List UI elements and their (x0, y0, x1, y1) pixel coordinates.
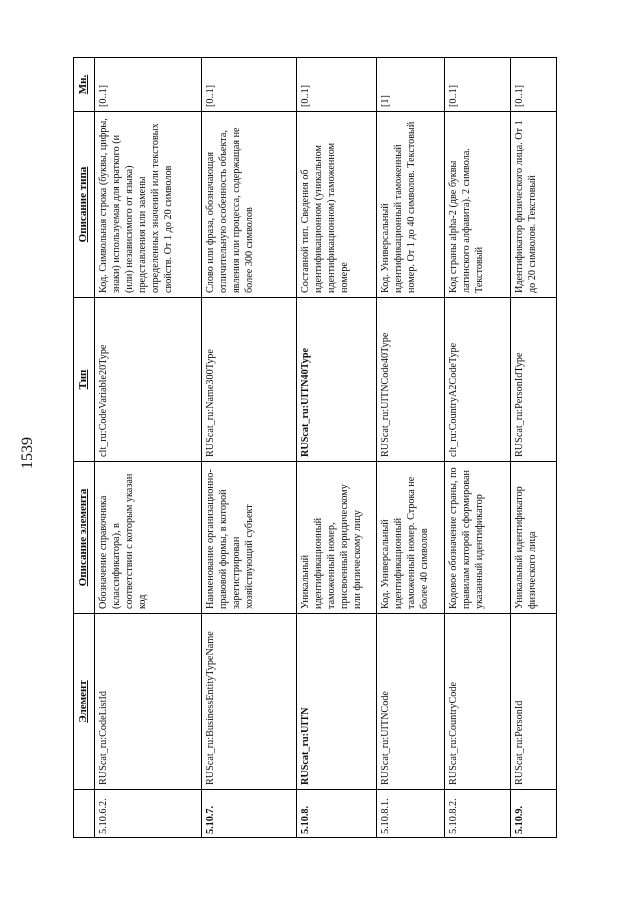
row-mult: [1] (377, 58, 445, 112)
row-mult: [0..1] (511, 58, 557, 112)
row-type-desc: Код. Символьная строка (буквы, цифры, знаки) используемая для краткого (и (или) независимого от языка) представления или замены определенных значений или текстовых свойств. От 1 до 20 символов (95, 112, 202, 298)
row-element-desc: Уникальный идентификатор физического лица (511, 462, 557, 614)
table-header-row (74, 58, 95, 838)
element-table (73, 57, 557, 838)
row-num: 5.10.9. (511, 790, 557, 838)
row-element: RUScat_ru:CountryCode (445, 614, 511, 790)
row-type: RUScat_ru:Name300Type (202, 298, 297, 462)
row-type-desc: Идентификатор физического лица. От 1 до 20 символов. Текстовый (511, 112, 557, 298)
table-row (95, 58, 202, 838)
table-row (511, 58, 557, 838)
row-element: RUScat_ru:CodeListId (95, 614, 202, 790)
header-element-desc: Описание элемента (74, 462, 95, 614)
row-mult: [0..1] (297, 58, 377, 112)
table-row (202, 58, 297, 838)
row-type-desc: Слово или фраза, обозначающая отличительную особенность объекта, явления или процесса, содержащая не более 300 символов (202, 112, 297, 298)
row-element: RUScat_ru:UITNCode (377, 614, 445, 790)
page-number: 1539 (19, 437, 36, 469)
table-row (377, 58, 445, 838)
row-mult: [0..1] (202, 58, 297, 112)
row-type-desc: Код. Универсальный идентификационный таможенный номер. От 1 до 40 символов. Текстовый (377, 112, 445, 298)
row-element-desc: Кодовое обозначение страны, по правилам которой сформирован указанный идентификатор (445, 462, 511, 614)
row-element: RUScat_ru:PersonId (511, 614, 557, 790)
row-type-desc: Код страны alpha-2 (две буквы латинского алфавита). 2 символа. Текстовый (445, 112, 511, 298)
row-type: clt_ru:CountryA2CodeType (445, 298, 511, 462)
row-element: RUScat_ru:UITN (297, 614, 377, 790)
row-type: RUScat_ru:UITN40Type (297, 298, 377, 462)
row-num: 5.10.8.1. (377, 790, 445, 838)
table-row (297, 58, 377, 838)
table-row (445, 58, 511, 838)
row-num: 5.10.6.2. (95, 790, 202, 838)
row-element-desc: Код. Универсальный идентификационный таможенный номер. Строка не более 40 символов (377, 462, 445, 614)
header-element: Элемент (74, 614, 95, 790)
header-type: Тип (74, 298, 95, 462)
row-element-desc: Обозначение справочника (классификатора), в соответствии с которым указан код (95, 462, 202, 614)
header-num (74, 790, 95, 838)
rotated-table-container (73, 58, 633, 838)
row-type: RUScat_ru:PersonIdType (511, 298, 557, 462)
row-type-desc: Составной тип. Сведения об идентификационном (уникальном идентификационном) таможенном номере (297, 112, 377, 298)
row-mult: [0..1] (445, 58, 511, 112)
header-mult: Мн. (74, 58, 95, 112)
row-type: clt_ru:CodeVariable20Type (95, 298, 202, 462)
row-type: RUScat_ru:UITNCode40Type (377, 298, 445, 462)
row-element: RUScat_ru:BusinessEntityTypeName (202, 614, 297, 790)
row-mult: [0..1] (95, 58, 202, 112)
row-num: 5.10.7. (202, 790, 297, 838)
row-element-desc: Уникальный идентификационный таможенный номер, присвоенный юридическому или физическому лицу (297, 462, 377, 614)
row-num: 5.10.8. (297, 790, 377, 838)
row-element-desc: Наименование организационно-правовой формы, в которой зарегистрирован хозяйствующий субъект (202, 462, 297, 614)
header-type-desc: Описание типа (74, 112, 95, 298)
row-num: 5.10.8.2. (445, 790, 511, 838)
